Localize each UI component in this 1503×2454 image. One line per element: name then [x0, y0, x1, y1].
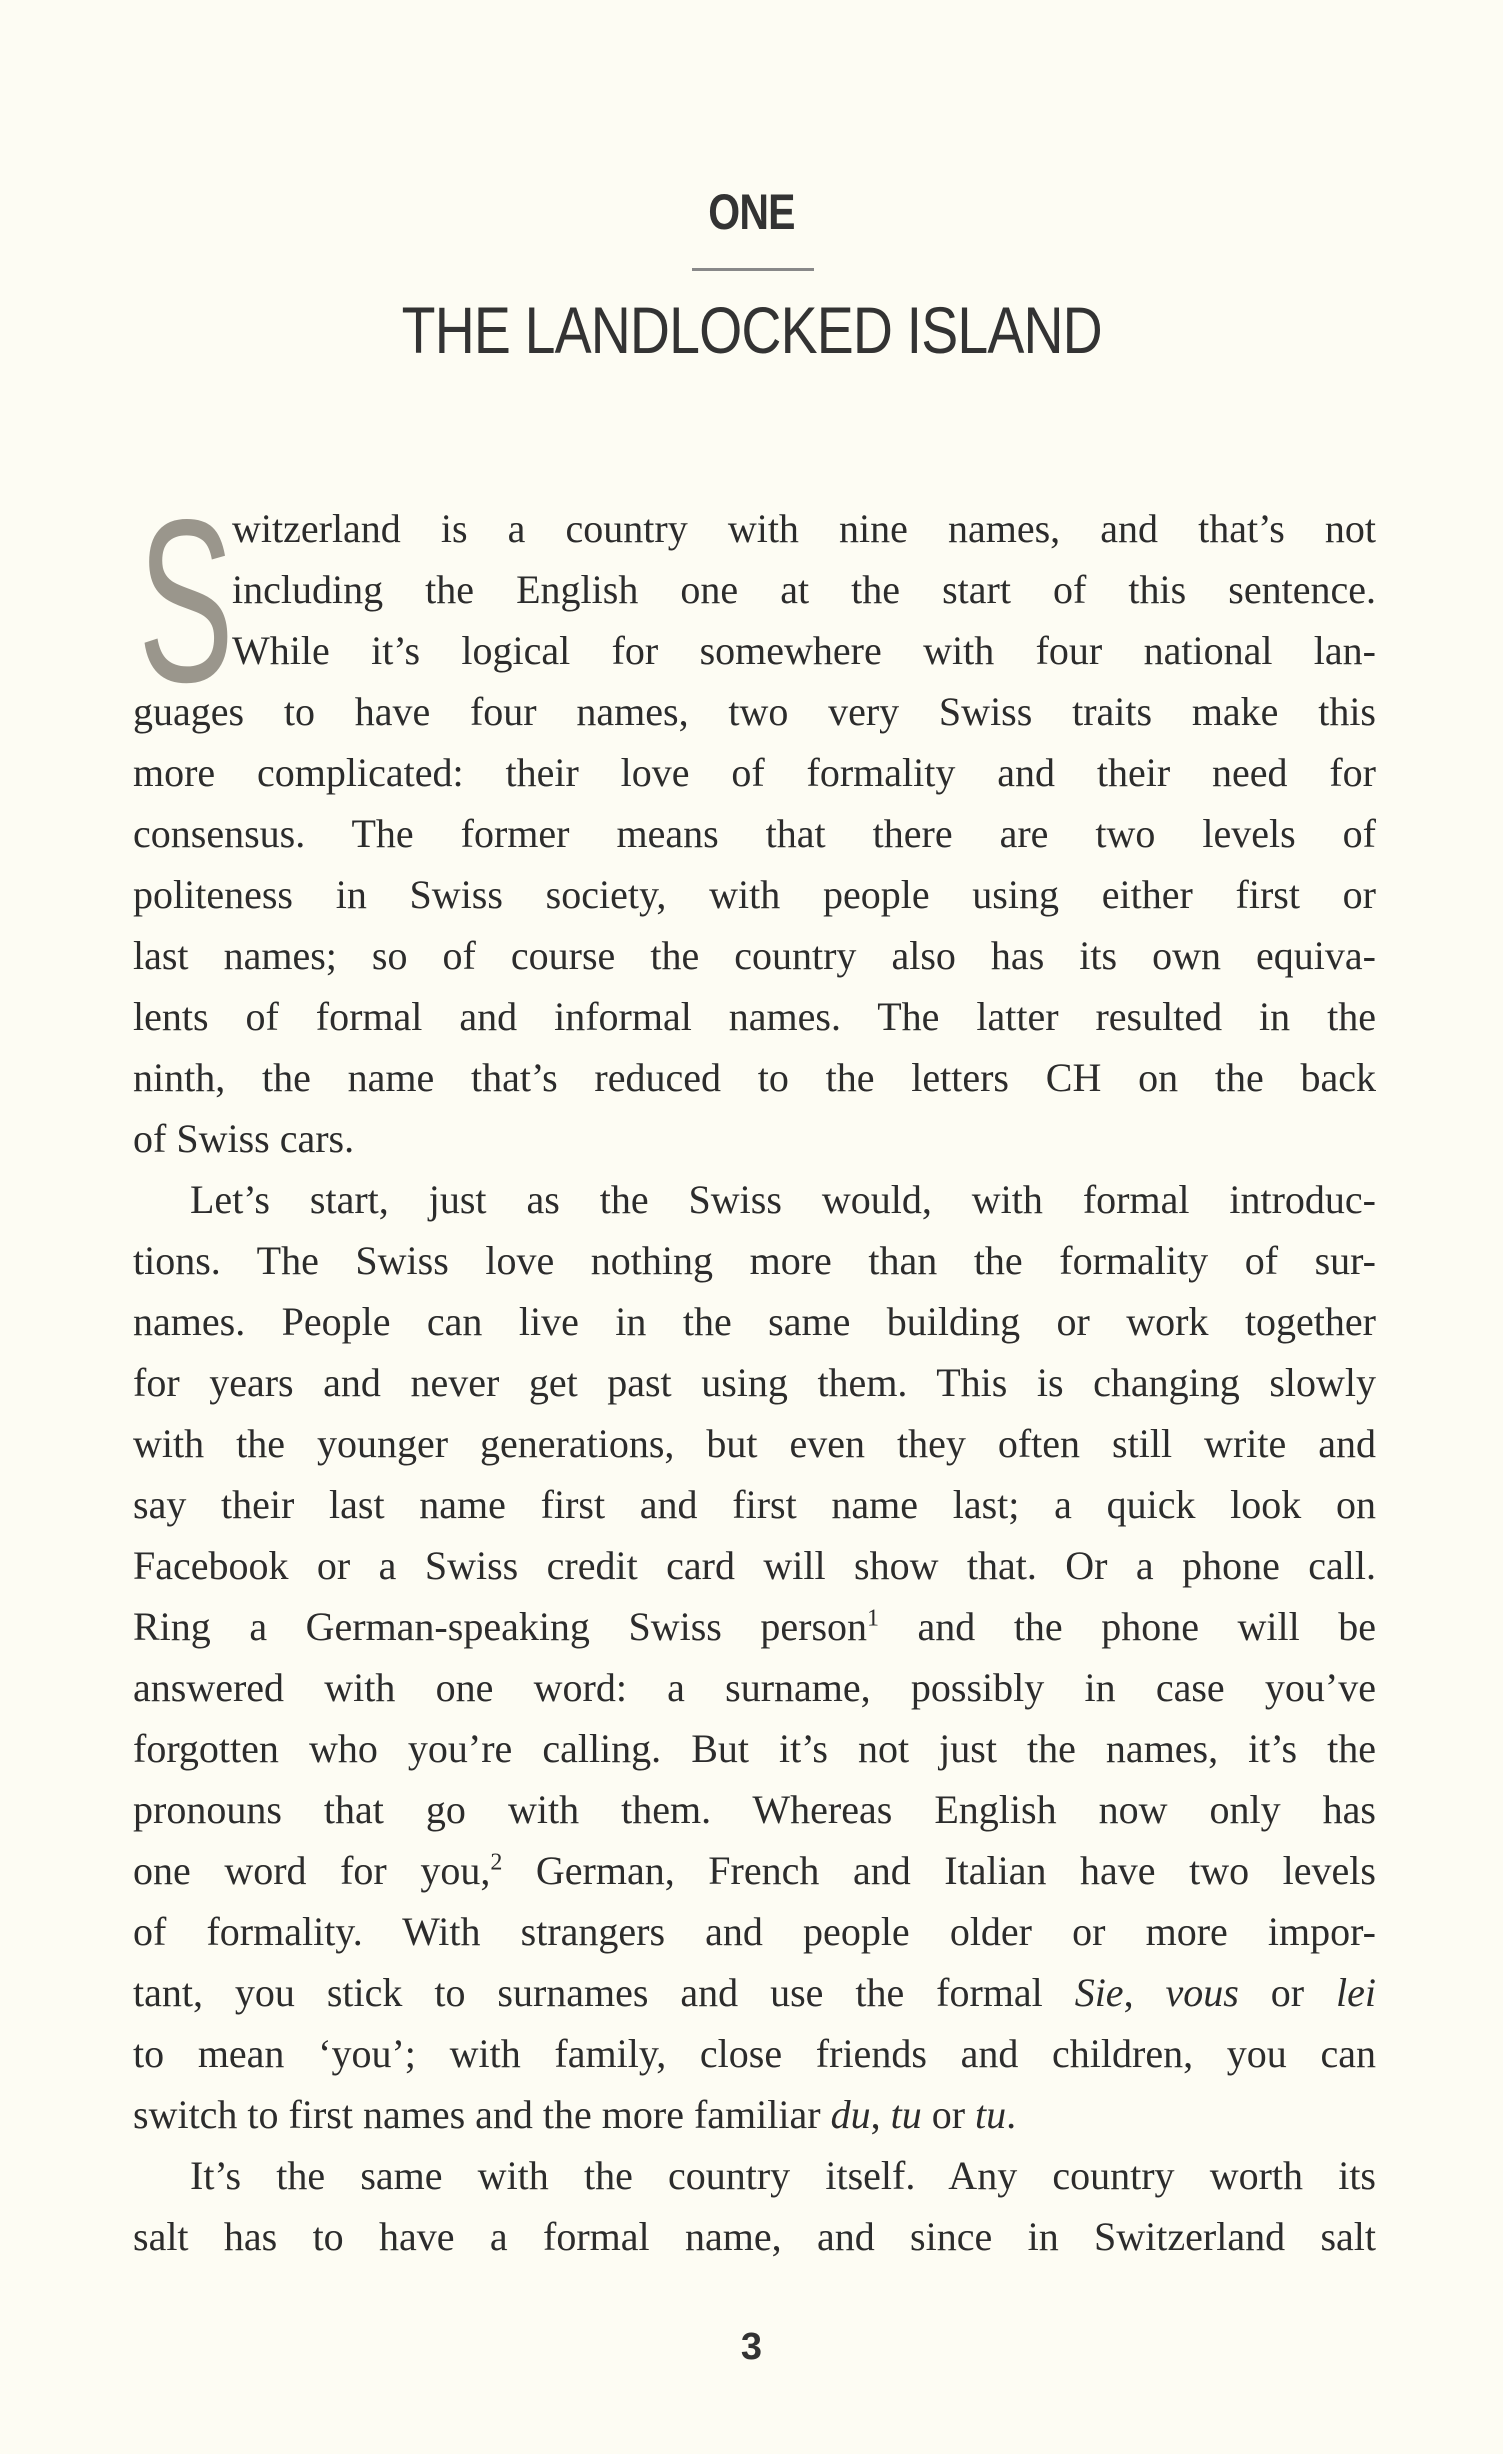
- line-text: forgotten who you’re calling. But it’s not just the names, it’s the: [133, 1726, 1376, 1771]
- line-text: [133, 1840, 1376, 1901]
- text-line: [133, 1352, 1376, 1413]
- text-line: [133, 1230, 1376, 1291]
- paragraph-3: [133, 2145, 1376, 2267]
- separator: .: [1006, 2092, 1017, 2137]
- line-text: Let’s start, just as the Swiss would, with formal introduc-: [190, 1177, 1376, 1222]
- text-line: [133, 2145, 1376, 2206]
- text-line: [133, 620, 1376, 681]
- paragraph-1: [133, 498, 1376, 1169]
- line-text: answered with one word: a surname, possibly in case you’ve: [133, 1665, 1376, 1710]
- line-text-part: German, French and Italian have two levels: [502, 1848, 1376, 1893]
- line-text: Facebook or a Swiss credit card will show that. Or a phone call.: [133, 1543, 1376, 1588]
- separator: or: [921, 2092, 976, 2137]
- line-text-part: one word for you,: [133, 1848, 491, 1893]
- text-line: [133, 2023, 1376, 2084]
- text-line: [133, 742, 1376, 803]
- chapter-title: [0, 292, 1503, 368]
- drop-cap: S: [138, 472, 234, 731]
- line-text: for years and never get past using them. This is changing slowly: [133, 1360, 1376, 1405]
- line-text: consensus. The former means that there are two levels of: [133, 811, 1376, 856]
- text-line: [133, 864, 1376, 925]
- line-text: including the English one at the start of this sentence.: [232, 567, 1376, 612]
- text-line: [133, 1962, 1376, 2023]
- italic-word: Sie: [1074, 1970, 1124, 2015]
- text-line: [133, 1047, 1376, 1108]
- text-line: [133, 925, 1376, 986]
- italic-word: du: [830, 2092, 871, 2137]
- line-text: tions. The Swiss love nothing more than the formality of sur-: [133, 1238, 1376, 1283]
- page-number: 3: [740, 2326, 763, 2368]
- line-text: of formality. With strangers and people older or more impor-: [133, 1909, 1376, 1954]
- text-line: [133, 986, 1376, 1047]
- line-text: lents of formal and informal names. The latter resulted in the: [133, 994, 1376, 1039]
- separator: ,: [1123, 1970, 1166, 2015]
- italic-word: lei: [1336, 1970, 1376, 2015]
- line-text: of Swiss cars.: [133, 1116, 355, 1161]
- text-line: [133, 1718, 1376, 1779]
- footnote-marker[interactable]: 1: [867, 1605, 880, 1632]
- line-text: It’s the same with the country itself. Any country worth its: [190, 2153, 1376, 2198]
- text-line: [133, 681, 1376, 742]
- text-line: [133, 559, 1376, 620]
- line-text-part: tant, you stick to surnames and use the formal: [133, 1970, 1043, 2015]
- chapter-number: ONE: [708, 184, 795, 240]
- text-line: [133, 1413, 1376, 1474]
- line-text: to mean ‘you’; with family, close friends and children, you can: [133, 2031, 1376, 2076]
- text-line: [133, 2084, 1376, 2145]
- separator: ,: [870, 2092, 891, 2137]
- text-line: [133, 1169, 1376, 1230]
- separator: or: [1238, 1970, 1337, 2015]
- chapter-divider-rule: [692, 268, 814, 271]
- text-line: [133, 1596, 1376, 1657]
- line-text: [133, 1596, 1376, 1657]
- text-line: [133, 1657, 1376, 1718]
- line-text: [133, 2084, 1016, 2145]
- text-line: [133, 498, 1376, 559]
- line-text: salt has to have a formal name, and since in Switzerland salt: [133, 2214, 1376, 2259]
- text-line: [133, 1901, 1376, 1962]
- line-text: names. People can live in the same building or work together: [133, 1299, 1376, 1344]
- text-line: [133, 1474, 1376, 1535]
- italic-word: tu: [975, 2092, 1007, 2137]
- text-line: [133, 1535, 1376, 1596]
- line-text: pronouns that go with them. Whereas English now only has: [133, 1787, 1376, 1832]
- italic-word: tu: [890, 2092, 922, 2137]
- line-text: While it’s logical for somewhere with four national lan-: [232, 628, 1376, 673]
- line-text: ninth, the name that’s reduced to the letters CH on the back: [133, 1055, 1376, 1100]
- line-text: say their last name first and first name last; a quick look on: [133, 1482, 1376, 1527]
- line-text: more complicated: their love of formality and their need for: [133, 750, 1376, 795]
- chapter-title-text: THE LANDLOCKED ISLAND: [401, 293, 1102, 367]
- line-text: guages to have four names, two very Swiss traits make this: [133, 689, 1376, 734]
- text-line: [133, 1291, 1376, 1352]
- line-text-part: and the phone will be: [879, 1604, 1377, 1649]
- line-text: with the younger generations, but even they often still write and: [133, 1421, 1376, 1466]
- text-line: [133, 1840, 1376, 1901]
- line-text: politeness in Swiss society, with people using either first or: [133, 872, 1376, 917]
- line-text-part: switch to first names and the more familiar: [133, 2092, 821, 2137]
- line-text: last names; so of course the country also has its own equiva-: [133, 933, 1376, 978]
- footnote-marker[interactable]: 2: [490, 1849, 503, 1876]
- italic-word: vous: [1165, 1970, 1239, 2015]
- paragraph-2: [133, 1169, 1376, 2145]
- text-line: [133, 2206, 1376, 2267]
- line-text: [133, 1962, 1376, 2023]
- line-text-part: Ring a German-speaking Swiss person: [133, 1604, 868, 1649]
- line-text: witzerland is a country with nine names, and that’s not: [232, 506, 1376, 551]
- body-text: [133, 498, 1376, 2267]
- text-line: [133, 1779, 1376, 1840]
- text-line: [133, 803, 1376, 864]
- text-line: [133, 1108, 1376, 1169]
